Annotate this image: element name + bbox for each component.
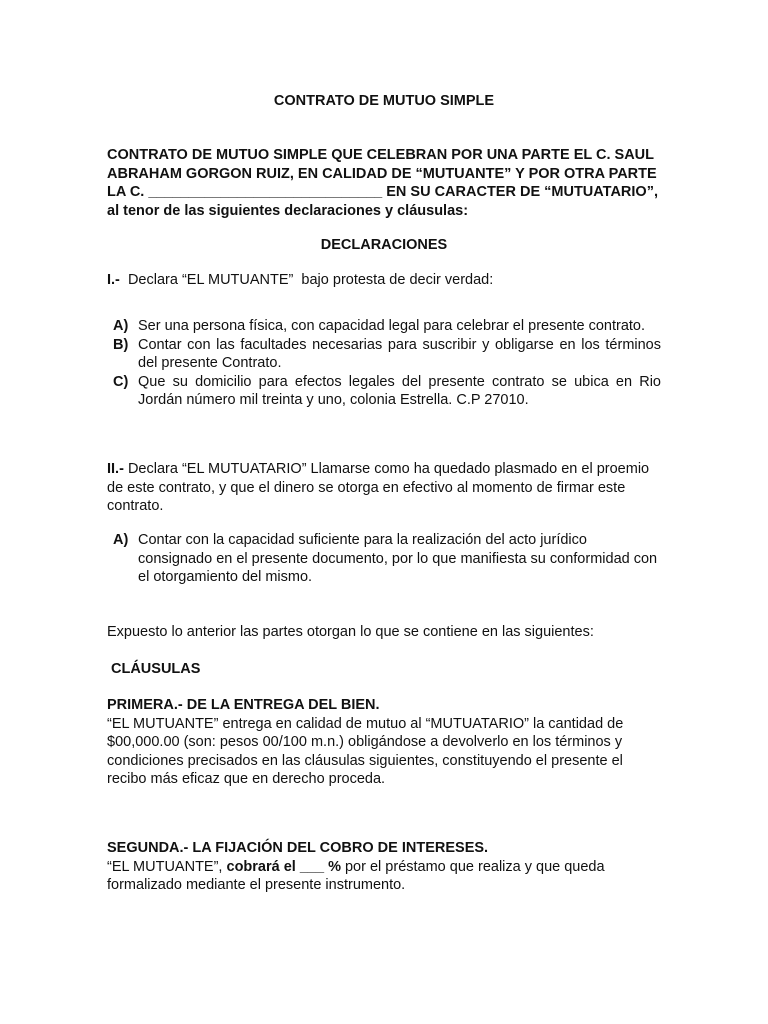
clause-segunda-text-a: “EL MUTUANTE”, [107, 858, 227, 875]
declaration-1 [107, 271, 661, 290]
list-item-label: B) [113, 336, 129, 353]
declaration-2-number: II.- [107, 461, 124, 477]
declaration-2 [107, 460, 661, 516]
declaration-2-text: Declara “EL MUTUATARIO” Llamarse como ha quedado plasmado en el proemio de este contrato, y que el dinero se otorga en efectivo al momento de firmar este contrato. [107, 461, 654, 515]
declaration-1-number: I.- [107, 272, 120, 288]
list-item-text: Contar con la capacidad suficiente para la realización del acto jurídico consignado en el presente documento, por lo que manifiesta su conformidad con el otorgamiento del mismo. [138, 532, 658, 586]
intro-text: CONTRATO DE MUTUO SIMPLE QUE CELEBRAN POR UNA PARTE EL C. SAUL ABRAHAM GORGON RUIZ, EN CALIDAD DE “MUTUANTE” Y POR OTRA PARTE LA C. _____________________________ EN SU CARACTER DE “MUTUATARIO”, al tenor de las siguientes declaraciones y cláusulas: [107, 147, 658, 219]
clause-primera [107, 696, 661, 789]
clause-segunda-rate: cobrará el ___ % [226, 858, 341, 875]
clausulas-heading: CLÁUSULAS [111, 661, 201, 677]
list-item-label: A) [113, 318, 129, 334]
list-item [107, 317, 661, 336]
intro-paragraph [107, 146, 661, 220]
list-item-text: Contar con las facultades necesarias para suscribir y obligarse en los términos del presente Contrato. [138, 336, 661, 372]
declaration-2-list [107, 531, 661, 587]
list-item [107, 336, 661, 373]
list-item-text: Ser una persona física, con capacidad legal para celebrar el presente contrato. [138, 318, 646, 334]
clause-segunda-heading: SEGUNDA.- LA FIJACIÓN DEL COBRO DE INTERESES. [107, 840, 489, 856]
expuesto-paragraph: Expuesto lo anterior las partes otorgan lo que se contiene en las siguientes: [107, 624, 594, 640]
clause-segunda-text [107, 858, 661, 895]
clause-segunda-text-c: por el préstamo que realiza y que queda formalizado mediante el presente instrumento. [107, 858, 609, 894]
clause-primera-heading: PRIMERA.- DE LA ENTREGA DEL BIEN. [107, 697, 380, 713]
list-item-label: C) [113, 373, 129, 390]
declaraciones-heading: DECLARACIONES [320, 237, 448, 253]
declaration-1-list [107, 317, 661, 410]
document-title: CONTRATO DE MUTUO SIMPLE [273, 93, 495, 109]
clause-segunda [107, 839, 661, 895]
list-item [107, 373, 661, 410]
list-item [107, 531, 661, 587]
list-item-label: A) [113, 532, 129, 548]
list-item-text: Que su domicilio para efectos legales del presente contrato se ubica en Rio Jordán número mil treinta y uno, colonia Estrella. C.P 27010. [138, 373, 661, 409]
declaration-1-text: Declara “EL MUTUANTE” bajo protesta de decir verdad: [119, 272, 494, 288]
clause-primera-text: “EL MUTUANTE” entrega en calidad de mutuo al “MUTUATARIO” la cantidad de $00,000.00 (son: pesos 00/100 m.n.) obligándose a devolverlo en los términos y condiciones precisados en las cláusulas siguientes, constituyendo el presente el recibo más eficaz que en derecho proceda. [107, 715, 624, 788]
